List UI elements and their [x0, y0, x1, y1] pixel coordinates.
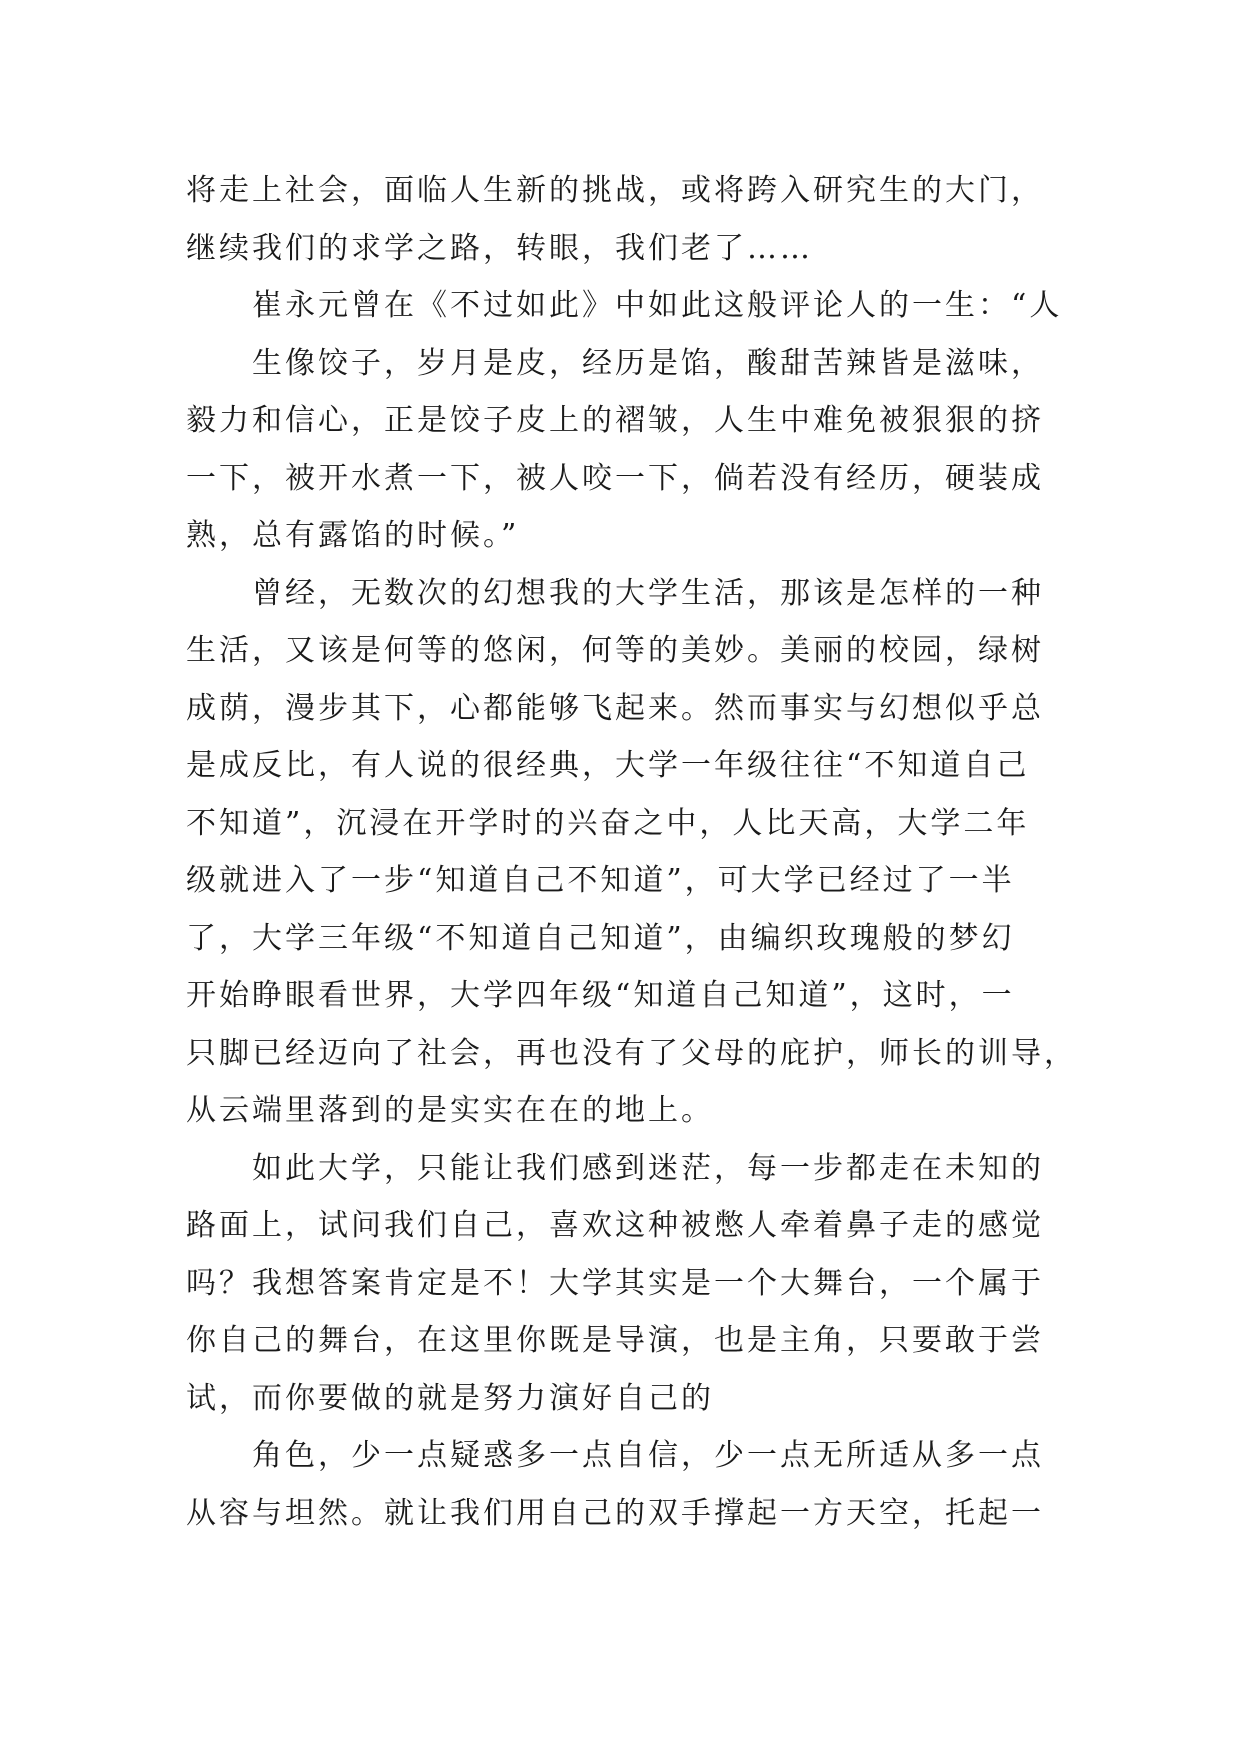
text-line: 继续我们的求学之路，转眼，我们老了……	[186, 230, 813, 266]
text-line: 一下，被开水煮一下，被人咬一下，倘若没有经历，硬装成	[186, 460, 1044, 496]
text-line: 是成反比，有人说的很经典，大学一年级往往“不知道自己	[186, 748, 1030, 783]
text-line: 路面上，试问我们自己，喜欢这种被憋人牵着鼻子走的感觉	[186, 1208, 1044, 1243]
text-line: 如此大学，只能让我们感到迷茫，每一步都走在未知的	[252, 1150, 1044, 1186]
text-line: 开始睁眼看世界，大学四年级“知道自己知道”，这时，一	[186, 978, 1015, 1013]
text-line: 了，大学三年级“不知道自己知道”，由编织玫瑰般的梦幻	[186, 920, 1015, 956]
text-line: 从云端里落到的是实实在在的地上。	[186, 1093, 714, 1128]
text-line: 从容与坦然。就让我们用自己的双手撑起一方天空，托起一	[186, 1495, 1044, 1531]
text-line: 你自己的舞台，在这里你既是导演，也是主角，只要敢于尝	[186, 1323, 1044, 1358]
text-line: 只脚已经迈向了社会，再也没有了父母的庇护，师长的训导，	[186, 1035, 1077, 1071]
text-line: 成荫，漫步其下，心都能够飞起来。然而事实与幻想似乎总	[186, 690, 1044, 726]
text-line: 生像饺子，岁月是皮，经历是馅，酸甜苦辣皆是滋味，	[252, 345, 1044, 381]
text-line: 级就进入了一步“知道自己不知道”，可大学已经过了一半	[186, 863, 1015, 898]
text-line: 崔永元曾在《不过如此》中如此这般评论人的一生：“人	[252, 288, 1063, 323]
text-line: 生活，又该是何等的悠闲，何等的美妙。美丽的校园，绿树	[186, 633, 1044, 668]
text-line: 将走上社会，面临人生新的挑战，或将跨入研究生的大门，	[186, 173, 1044, 208]
text-line: 试，而你要做的就是努力演好自己的	[186, 1380, 714, 1416]
body-text	[186, 162, 1077, 1542]
text-line: 吗？我想答案肯定是不！大学其实是一个大舞台，一个属于	[186, 1265, 1044, 1301]
text-line: 曾经，无数次的幻想我的大学生活，那该是怎样的一种	[252, 575, 1044, 611]
text-line: 不知道”，沉浸在开学时的兴奋之中，人比天高，大学二年	[186, 805, 1030, 841]
text-line: 角色，少一点疑惑多一点自信，少一点无所适从多一点	[252, 1438, 1044, 1473]
text-line: 熟，总有露馅的时候。”	[186, 518, 520, 553]
text-line: 毅力和信心，正是饺子皮上的褶皱，人生中难免被狠狠的挤	[186, 403, 1044, 438]
